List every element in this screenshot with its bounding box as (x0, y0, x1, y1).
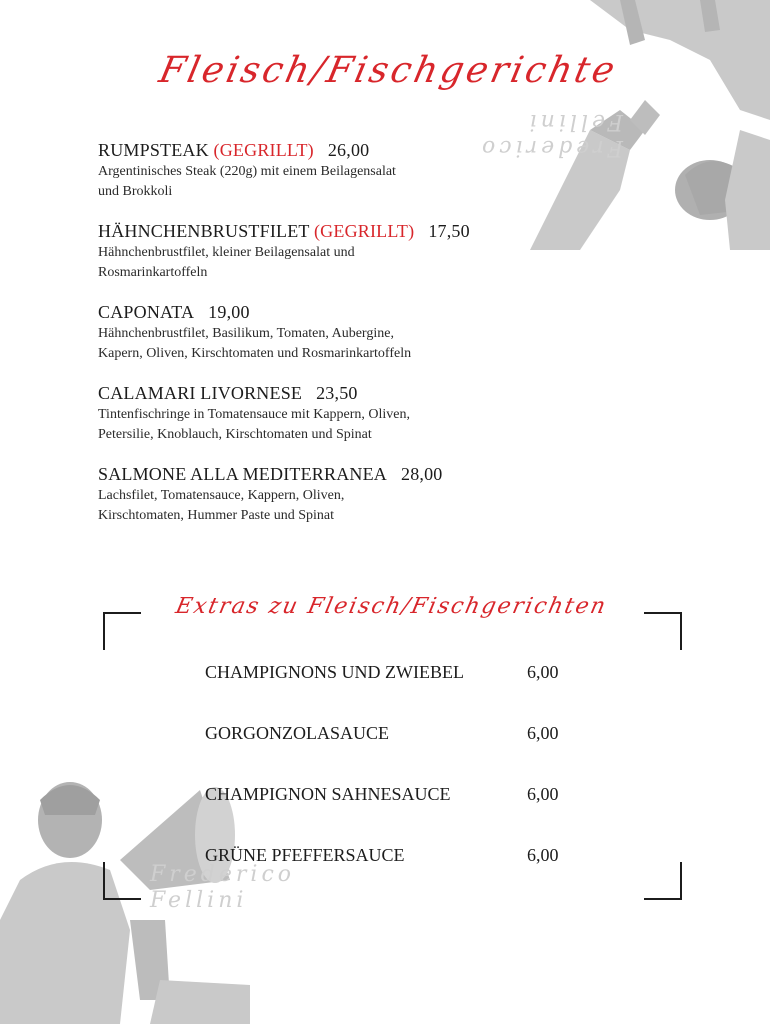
dish-heading (98, 219, 568, 243)
signature-bottom-line1: Frederico (150, 862, 296, 887)
extra-item (205, 782, 585, 843)
dish-name: CAPONATA (98, 302, 195, 322)
extra-item (205, 721, 585, 782)
dish-price: 17,50 (428, 221, 470, 241)
extras-title: Extras zu Fleisch/Fischgerichten (173, 594, 610, 619)
extra-item (205, 843, 585, 904)
extra-name: GORGONZOLASAUCE (205, 723, 389, 743)
dish-name: SALMONE ALLA MEDITERRANEA (98, 464, 387, 484)
dish-price: 23,50 (316, 383, 358, 403)
dish-price: 28,00 (401, 464, 443, 484)
dish-item (98, 300, 568, 381)
dish-price: 19,00 (208, 302, 250, 322)
dish-tag: (GEGRILLT) (313, 221, 415, 241)
dish-description: Hähnchenbrustfilet, Basilikum, Tomaten, Aubergine, Kapern, Oliven, Kirschtomaten und Rosmarinkartoffeln (98, 326, 412, 361)
frame-corner-bottom-right (644, 862, 682, 900)
extra-price: 6,00 (527, 845, 559, 865)
extras-list (205, 660, 585, 904)
dish-price: 26,00 (327, 140, 370, 160)
signature-bottom-line2: Fellini (150, 888, 248, 913)
dish-description: Lachsfilet, Tomatensauce, Kappern, Oliven, Kirschtomaten, Hummer Paste und Spinat (98, 488, 345, 523)
extra-price: 6,00 (527, 784, 559, 804)
dish-name: CALAMARI LIVORNESE (98, 383, 303, 403)
dish-heading (98, 300, 568, 324)
dish-name: RUMPSTEAK (98, 140, 209, 160)
extra-item (205, 660, 585, 721)
page-title: Fleisch/Fischgerichte (155, 50, 622, 91)
dish-description: Argentinisches Steak (220g) mit einem Beilagensalat und Brokkoli (98, 164, 396, 199)
dish-tag: (GEGRILLT) (213, 140, 314, 160)
frame-corner-bottom-left (103, 862, 141, 900)
dish-item (98, 381, 568, 462)
dish-list (98, 138, 568, 543)
dish-name: HÄHNCHENBRUSTFILET (98, 221, 310, 241)
dish-item (98, 219, 568, 300)
dish-item (98, 138, 568, 219)
frame-corner-top-left (103, 612, 141, 650)
frame-corner-top-right (644, 612, 682, 650)
extra-name: GRÜNE PFEFFERSAUCE (205, 845, 405, 865)
signature-top-line1: Frederico (478, 135, 624, 160)
extra-name: CHAMPIGNON SAHNESAUCE (205, 784, 451, 804)
dish-item (98, 462, 568, 543)
dish-description: Hähnchenbrustfilet, kleiner Beilagensalat und Rosmarinkartoffeln (98, 245, 355, 280)
dish-heading (98, 381, 568, 405)
dish-description: Tintenfischringe in Tomatensauce mit Kappern, Oliven, Petersilie, Knoblauch, Kirschtomaten und Spinat (98, 407, 411, 442)
extra-name: CHAMPIGNONS UND ZWIEBEL (205, 662, 464, 682)
dish-heading (98, 462, 568, 486)
extra-price: 6,00 (527, 723, 559, 743)
extra-price: 6,00 (527, 662, 559, 682)
signature-top-line2: Fellini (525, 109, 624, 134)
dish-heading (98, 138, 568, 162)
